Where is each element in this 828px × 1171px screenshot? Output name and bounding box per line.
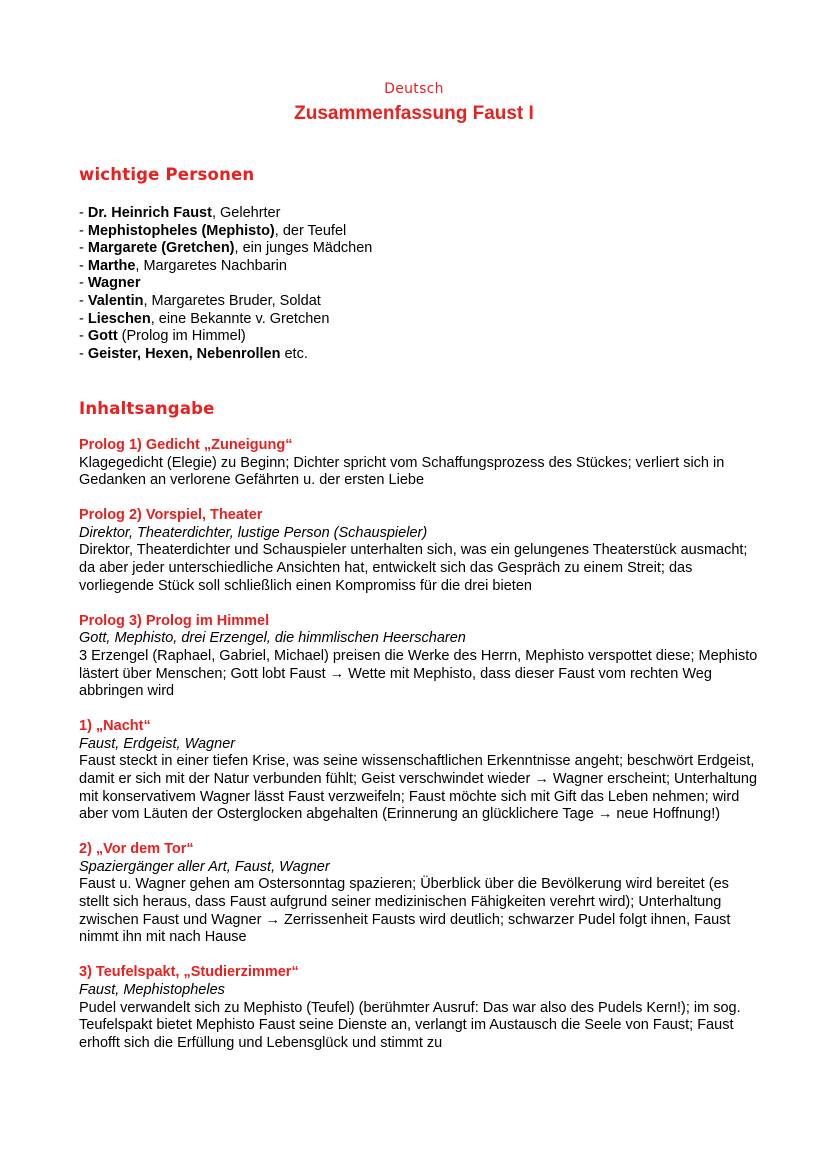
person-name: Dr. Heinrich Faust — [87, 205, 212, 221]
person-item: - Valentin, Margaretes Bruder, Soldat — [79, 292, 321, 309]
block-text: Faust u. Wagner gehen am Ostersonntag spazieren; Überblick über die Bevölkerung wird bereitet (es stellt sich heraus, dass Faust aufgrund seiner medizinischen Fähigkeiten verehrt wird); Unterhaltung zwischen Faust und Wagner → Zerrissenheit Fausts wird deutlich; schwarzer Pudel folgt ihnen, Faust nimmt ihn mit nach Hause — [79, 876, 731, 946]
block-heading: 1) „Nacht“ — [79, 718, 151, 735]
summary-heading: Inhaltsangabe — [79, 399, 215, 418]
person-item: - Lieschen, eine Bekannte v. Gretchen — [79, 310, 330, 327]
person-item: - Margarete (Gretchen), ein junges Mädchen — [79, 240, 373, 257]
block-text: Faust steckt in einer tiefen Krise, was seine wissenschaftlichen Erkenntnisse angeht; beschwört Erdgeist, damit er sich mit der Natur verbunden fühlt; Geist verschwindet wieder → Wagner erscheint; Unterhaltung mit konservativem Wagner lässt Faust verzweifeln; Faust möchte sich mit Gift das Leben nehmen; wird aber vom Läuten der Osterglocken abgehalten (Erinnerung an glücklichere Tage → neue Hoffnung!) — [79, 753, 758, 823]
block-text: Direktor, Theaterdichter und Schauspieler unterhalten sich, was ein gelungenes Theaterstück ausmacht; da aber jeder unterschiedliche Ansichten hat, entwickelt sich das Gespräch zu einem Streit; das vorliegende Stück soll schließlich einen Kompromiss für die drei bieten — [79, 542, 748, 594]
block-text: Klagegedicht (Elegie) zu Beginn; Dichter spricht vom Schaffungsprozess des Stückes; verliert sich in Gedanken an verlorene Gefährten u. der ersten Liebe — [79, 454, 725, 489]
person-item: - Gott (Prolog im Himmel) — [79, 328, 246, 345]
person-item: - Wagner — [79, 275, 141, 292]
summary-block-prolog-3 — [79, 613, 759, 701]
subject-label: Deutsch — [384, 81, 444, 97]
persons-list — [79, 205, 759, 363]
person-name: Wagner — [87, 275, 141, 292]
block-text: Pudel verwandelt sich zu Mephisto (Teufel) (berühmter Ausruf: Das war also des Pudels Kern!); im sog. Teufelspakt bietet Mephisto Faust seine Dienste an, verlangt im Austausch die Seele von Faust; Faust erhofft sich die Erfüllung und Lebensglück und stimmt zu — [79, 999, 741, 1051]
person-name: Geister, Hexen, Nebenrollen — [87, 345, 281, 362]
summary-block-nacht — [79, 718, 759, 824]
person-item: - Dr. Heinrich Faust, Gelehrter — [79, 205, 281, 221]
block-cast: Spaziergänger aller Art, Faust, Wagner — [79, 858, 330, 875]
block-heading: 3) Teufelspakt, „Studierzimmer“ — [79, 964, 299, 981]
summary-block-vor-dem-tor — [79, 841, 759, 947]
person-name: Marthe — [87, 257, 136, 274]
summary-content — [79, 437, 759, 1070]
block-text: 3 Erzengel (Raphael, Gabriel, Michael) preisen die Werke des Herrn, Mephisto verspottet diese; Mephisto lästert über Menschen; Gott lobt Faust → Wette mit Mephisto, dass dieser Faust vom rechten Weg abbringen wird — [79, 647, 758, 700]
block-heading: Prolog 3) Prolog im Himmel — [79, 612, 270, 629]
block-cast: Faust, Mephistopheles — [79, 981, 225, 998]
summary-block-prolog-2 — [79, 507, 759, 595]
summary-block-teufelspakt — [79, 964, 759, 1052]
person-name: Gott — [87, 328, 118, 345]
block-heading: Prolog 2) Vorspiel, Theater — [79, 507, 263, 524]
person-name: Valentin — [87, 292, 144, 309]
person-item: - Geister, Hexen, Nebenrollen etc. — [79, 345, 308, 362]
summary-block-prolog-1 — [79, 437, 759, 490]
person-name: Lieschen — [87, 310, 151, 327]
block-cast: Faust, Erdgeist, Wagner — [79, 735, 236, 752]
person-item: - Mephistopheles (Mephisto), der Teufel — [79, 222, 347, 239]
persons-heading: wichtige Personen — [79, 165, 255, 184]
person-name: Mephistopheles (Mephisto) — [87, 222, 275, 239]
block-heading: 2) „Vor dem Tor“ — [79, 841, 194, 858]
block-cast: Gott, Mephisto, drei Erzengel, die himmlischen Heerscharen — [79, 630, 466, 647]
block-cast: Direktor, Theaterdichter, lustige Person (Schauspieler) — [79, 524, 428, 541]
page-title: Zusammenfassung Faust I — [294, 103, 534, 124]
person-name: Margarete (Gretchen) — [87, 240, 235, 257]
block-heading: Prolog 1) Gedicht „Zuneigung“ — [79, 437, 293, 453]
person-item: - Marthe, Margaretes Nachbarin — [79, 257, 287, 274]
